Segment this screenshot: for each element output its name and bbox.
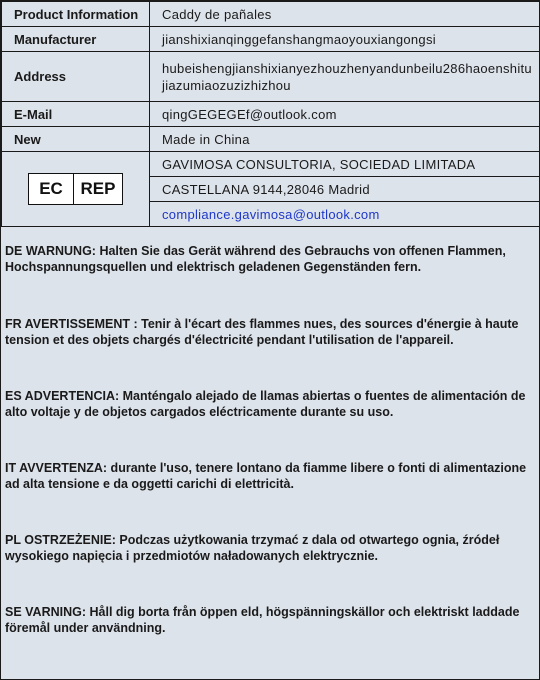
new-label: New — [2, 127, 150, 152]
email-value: qingGEGEGEf@outlook.com — [150, 102, 540, 127]
address-label: Address — [2, 52, 150, 102]
warning-se: SE VARNING: Håll dig borta från öppen eld, högspänningskällor och elektriskt laddade föremål under användning. — [5, 605, 520, 635]
email-label: E-Mail — [2, 102, 150, 127]
row-manufacturer — [2, 27, 540, 52]
new-value: Made in China — [150, 127, 540, 152]
manufacturer-label: Manufacturer — [2, 27, 150, 52]
product-info-table — [1, 1, 540, 227]
warning-es: ES ADVERTENCIA: Manténgalo alejado de llamas abiertas o fuentes de alimentación de alto voltaje y de objetos cargados eléctricamente durante su uso. — [5, 389, 526, 419]
product-value: Caddy de pañales — [150, 2, 540, 27]
rep-name-value: GAVIMOSA CONSULTORIA, SOCIEDAD LIMITADA — [150, 152, 540, 177]
warning-it: IT AVVERTENZA: durante l'uso, tenere lontano da fiamme libere o fonti di alimentazione ad alta tensione e da oggetti carichi di elettricità. — [5, 461, 527, 491]
rep-address-value: CASTELLANA 9144,28046 Madrid — [150, 177, 540, 202]
row-address — [2, 52, 540, 102]
warning-pl: PL OSTRZEŻENIE: Podczas użytkowania trzymać z dala od otwartego ognia, źródeł wysokiego napięcia i przedmiotów naładowanych elektrycznie. — [5, 533, 500, 563]
row-new — [2, 127, 540, 152]
row-email — [2, 102, 540, 127]
address-value: hubeishengjianshixianyezhouzhenyandunbeilu286haoenshitujiazumiaozuzizhizhou — [150, 52, 540, 102]
rep-mark: REP — [80, 179, 116, 198]
rep-email-link[interactable]: compliance.gavimosa@outlook.com — [150, 202, 540, 227]
row-rep-name — [2, 152, 540, 177]
warning-de: DE WARNUNG: Halten Sie das Gerät während des Gebrauchs von offenen Flammen, Hochspannungsquellen und elektrisch geladenen Gegenständen fern. — [5, 244, 506, 274]
ec-rep-logo-cell — [2, 152, 150, 227]
manufacturer-value: jianshixianqinggefanshangmaoyouxiangongsi — [150, 27, 540, 52]
ec-rep-icon — [28, 173, 123, 205]
ec-mark: EC — [29, 174, 74, 204]
product-label: Product Information — [2, 2, 150, 27]
row-product — [2, 2, 540, 27]
warning-fr: FR AVERTISSEMENT : Tenir à l'écart des flammes nues, des sources d'énergie à haute tension et des objets chargés d'électricité pendant l'utilisation de l'appareil. — [5, 317, 519, 347]
